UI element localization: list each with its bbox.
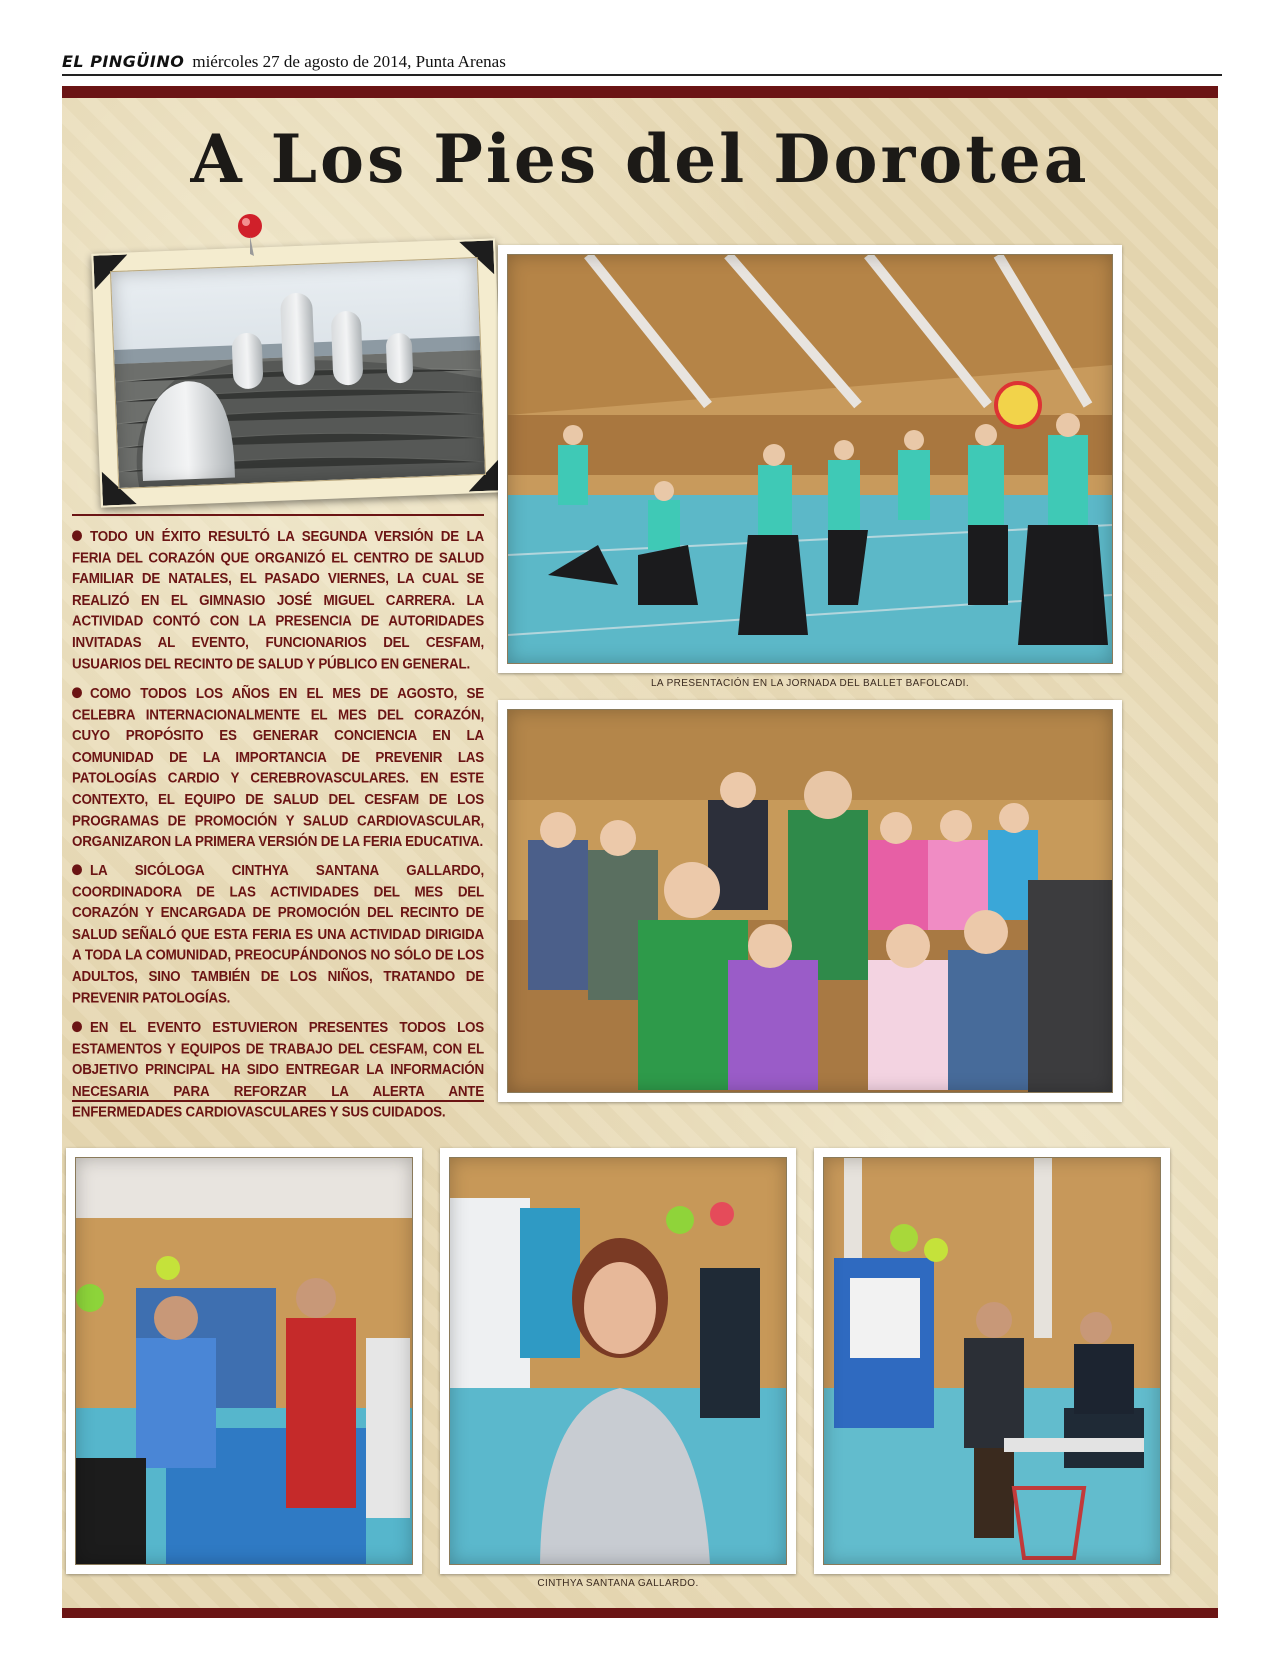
health-booth-photo — [66, 1148, 422, 1574]
article-paragraph: LA SICÓLOGA CINTHYA SANTANA GALLARDO, COORDINADORA DE LAS ACTIVIDADES DEL MES DEL CORAZÓN Y ENCARGADA DE PROMOCIÓN DEL RECINTO DE SALUD SEÑALÓ QUE ESTA FERIA ES UNA ACTIVIDAD DIRIGIDA A TODA LA COMUNIDAD, PREOCUPÁNDONOS NO SÓLO DE LOS ADULTOS, SINO TAMBIÉN DE LOS NIÑOS, TRATANDO DE PREVENIR PATOLOGÍAS. — [72, 862, 484, 1006]
bullet-icon — [72, 864, 82, 875]
cinthya-portrait-photo — [440, 1148, 796, 1574]
article-paragraph: EN EL EVENTO ESTUVIERON PRESENTES TODOS LOS ESTAMENTOS Y EQUIPOS DE TRABAJO DEL CESFAM, CON EL OBJETIVO PRINCIPAL HA SIDO ENTREGAR LA INFORMACIÓN NECESARIA PARA REFORZAR LA ALERTA ANTE ENFERMEDADES CARDIOVASCULARES Y SUS CUIDADOS. — [72, 1019, 484, 1121]
ballet-photo — [498, 245, 1122, 673]
feature-panel — [62, 86, 1218, 1618]
cardio-check-photo-image — [823, 1157, 1161, 1565]
article-top-rule — [72, 514, 484, 516]
bullet-icon — [72, 530, 82, 541]
health-booth-photo-image — [75, 1157, 413, 1565]
push-pin-icon — [232, 212, 268, 258]
cinthya-portrait-photo-image — [449, 1157, 787, 1565]
children-photo-image — [507, 709, 1113, 1093]
masthead-rule — [62, 74, 1222, 76]
article-bottom-rule — [72, 1100, 484, 1102]
dateline: miércoles 27 de agosto de 2014, Punta Arenas — [192, 52, 506, 71]
ballet-photo-image — [507, 254, 1113, 664]
masthead — [62, 52, 1222, 76]
article-paragraph: COMO TODOS LOS AÑOS EN EL MES DE AGOSTO, SE CELEBRA INTERNACIONALMENTE EL MES DEL CORAZÓN, CUYO PROPÓSITO ES GENERAR CONCIENCIA EN LA COMUNIDAD DE LA IMPORTANCIA DE PREVENIR LAS PATOLOGÍAS CARDIO Y CEREBROVASCULARES. EN ESTE CONTEXTO, EL EQUIPO DE SALUD DEL CESFAM DE LOS PROGRAMAS DE PROMOCIÓN Y SALUD CARDIOVASCULAR, ORGANIZARON LA PRIMERA VERSIÓN DE LA FERIA EDUCATIVA. — [72, 685, 484, 850]
cardio-check-photo — [814, 1148, 1170, 1574]
monument-polaroid — [91, 238, 504, 507]
bullet-icon — [72, 687, 82, 698]
bullet-icon — [72, 1021, 82, 1032]
article-body — [72, 526, 484, 1135]
monument-photo — [110, 257, 486, 489]
article-paragraph: TODO UN ÉXITO RESULTÓ LA SEGUNDA VERSIÓN DE LA FERIA DEL CORAZÓN QUE ORGANIZÓ EL CENTRO DE SALUD FAMILIAR DE NATALES, EL PASADO VIERNES, LA CUAL SE REALIZÓ EN EL GIMNASIO JOSÉ MIGUEL CARRERA. LA ACTIVIDAD CONTÓ CON LA PRESENCIA DE AUTORIDADES INVITADAS AL EVENTO, FUNCIONARIOS DEL CESFAM, USUARIOS DEL RECINTO DE SALUD Y PÚBLICO EN GENERAL. — [72, 528, 484, 672]
ballet-photo-caption: LA PRESENTACIÓN EN LA JORNADA DEL BALLET BAFOLCADI. — [650, 678, 970, 689]
children-photo — [498, 700, 1122, 1102]
newspaper-brand: EL PINGÜINO — [62, 52, 185, 71]
cinthya-portrait-caption: CINTHYA SANTANA GALLARDO. — [537, 1578, 699, 1589]
page-title: A Los Pies del Dorotea — [190, 120, 1090, 198]
